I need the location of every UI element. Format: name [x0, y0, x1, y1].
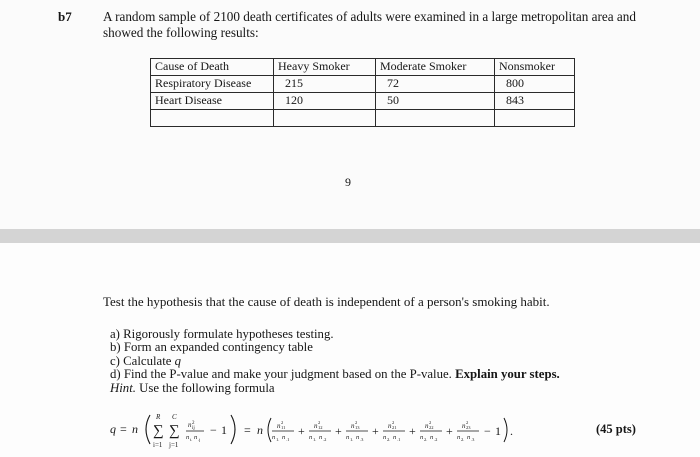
svg-text:+: +: [372, 424, 379, 438]
task-item-emphasis: Explain your steps.: [455, 367, 560, 382]
svg-text:n: n: [425, 422, 429, 430]
svg-text:i.: i.: [190, 437, 193, 442]
svg-text:21: 21: [392, 425, 397, 430]
table-header-row: [151, 59, 575, 76]
svg-text:n: n: [351, 422, 355, 430]
svg-text:1: 1: [495, 424, 501, 438]
svg-text:.1: .1: [397, 437, 401, 442]
page-number: 9: [345, 175, 351, 189]
table-cell: Heart Disease: [151, 93, 274, 110]
svg-text:+: +: [335, 424, 342, 438]
svg-text:n: n: [388, 422, 392, 430]
svg-text:23: 23: [466, 425, 471, 430]
results-table: [150, 58, 575, 127]
svg-text:=: =: [120, 422, 127, 436]
svg-text:C: C: [172, 413, 177, 421]
hint-label: Hint.: [110, 380, 136, 395]
svg-text:n: n: [194, 434, 198, 441]
svg-text:2: 2: [318, 420, 321, 425]
svg-text:n: n: [282, 434, 286, 441]
svg-text:n: n: [188, 421, 192, 429]
svg-text:i=1: i=1: [153, 441, 163, 449]
svg-text:∑: ∑: [153, 423, 164, 439]
table-cell: 843: [495, 93, 575, 110]
svg-text:n: n: [346, 434, 350, 441]
svg-text:q: q: [110, 422, 116, 436]
table-header-cell: Moderate Smoker: [376, 59, 495, 76]
svg-text:n: n: [309, 434, 313, 441]
svg-text:2.: 2.: [387, 437, 391, 442]
svg-text:2: 2: [392, 420, 395, 425]
svg-text:.1: .1: [286, 437, 290, 442]
task-item: [110, 368, 560, 381]
task-item: [110, 355, 560, 368]
task-item: a) Rigorously formulate hypotheses testing.: [110, 327, 334, 341]
svg-text:n: n: [257, 423, 263, 437]
table-cell: [151, 110, 274, 127]
table-cell: Respiratory Disease: [151, 76, 274, 93]
svg-text:2: 2: [429, 420, 432, 425]
problem-text: A random sample of 2100 death certificates of adults were examined in a large metropolitan area and showed the following results:: [103, 9, 636, 40]
table-cell: 72: [376, 76, 495, 93]
svg-text:1: 1: [221, 423, 227, 437]
task-item: b) Form an expanded contingency table: [110, 340, 313, 355]
svg-text:.3: .3: [471, 437, 475, 442]
svg-text:13: 13: [355, 425, 360, 430]
svg-text:2: 2: [192, 421, 195, 426]
svg-text:.2: .2: [323, 437, 327, 442]
points-label: (45 pts): [596, 422, 636, 436]
svg-text:+: +: [298, 424, 305, 438]
q-symbol: q: [174, 353, 182, 368]
svg-text:.3: .3: [360, 437, 364, 442]
svg-text:n: n: [356, 434, 360, 441]
svg-text:−: −: [210, 423, 217, 437]
svg-text:12: 12: [318, 425, 323, 430]
table-header-cell: Nonsmoker: [495, 59, 575, 76]
page-separator: [0, 229, 700, 243]
svg-text:2.: 2.: [424, 437, 428, 442]
task-statement: Test the hypothesis that the cause of death is independent of a person's smoking habit.: [103, 294, 550, 309]
svg-text:−: −: [484, 424, 491, 438]
svg-text:.j: .j: [198, 437, 201, 442]
svg-text:1.: 1.: [276, 437, 280, 442]
problem-number: b7: [58, 9, 72, 24]
table-cell: 800: [495, 76, 575, 93]
svg-text:n: n: [277, 422, 281, 430]
table-cell: [274, 110, 376, 127]
task-item-text: d) Find the P-value and make your judgment based on the P-value.: [110, 367, 456, 382]
svg-text:.2: .2: [434, 437, 438, 442]
svg-text:R: R: [156, 413, 161, 421]
svg-text:1.: 1.: [350, 437, 354, 442]
hint-line: [110, 382, 560, 395]
svg-text:2: 2: [466, 420, 469, 425]
svg-text:n: n: [462, 422, 466, 430]
svg-text:+: +: [446, 424, 453, 438]
svg-text:n: n: [430, 434, 434, 441]
svg-text:n: n: [467, 434, 471, 441]
table-cell: 50: [376, 93, 495, 110]
formula: [108, 408, 563, 450]
table-cell: [495, 110, 575, 127]
table-header-cell: Cause of Death: [151, 59, 274, 76]
svg-text:j=1: j=1: [169, 441, 179, 449]
svg-text:2.: 2.: [461, 437, 465, 442]
hint-text: Use the following formula: [135, 380, 275, 395]
svg-text:1.: 1.: [313, 437, 317, 442]
table-cell: 120: [274, 93, 376, 110]
svg-text:n: n: [272, 434, 276, 441]
svg-text:n: n: [420, 434, 424, 441]
svg-text:n: n: [457, 434, 461, 441]
table-row: [151, 93, 575, 110]
svg-text:n: n: [393, 434, 397, 441]
table-row: [151, 110, 575, 127]
svg-text:n: n: [314, 422, 318, 430]
svg-text:=: =: [244, 423, 251, 437]
svg-text:+: +: [409, 424, 416, 438]
table-header-cell: Heavy Smoker: [274, 59, 376, 76]
svg-text:2: 2: [281, 420, 284, 425]
svg-text:ij: ij: [192, 426, 195, 431]
table-cell: 215: [274, 76, 376, 93]
svg-text:11: 11: [281, 425, 286, 430]
task-list: [110, 328, 560, 395]
table-row: [151, 76, 575, 93]
svg-text:22: 22: [429, 425, 434, 430]
svg-text:n: n: [132, 422, 138, 436]
svg-text:.: .: [510, 424, 513, 438]
svg-text:2: 2: [355, 420, 358, 425]
task-item-text: c) Calculate: [110, 353, 175, 368]
table-cell: [376, 110, 495, 127]
svg-text:n: n: [383, 434, 387, 441]
svg-text:n: n: [319, 434, 323, 441]
svg-text:n: n: [186, 434, 190, 441]
svg-text:∑: ∑: [169, 423, 180, 439]
